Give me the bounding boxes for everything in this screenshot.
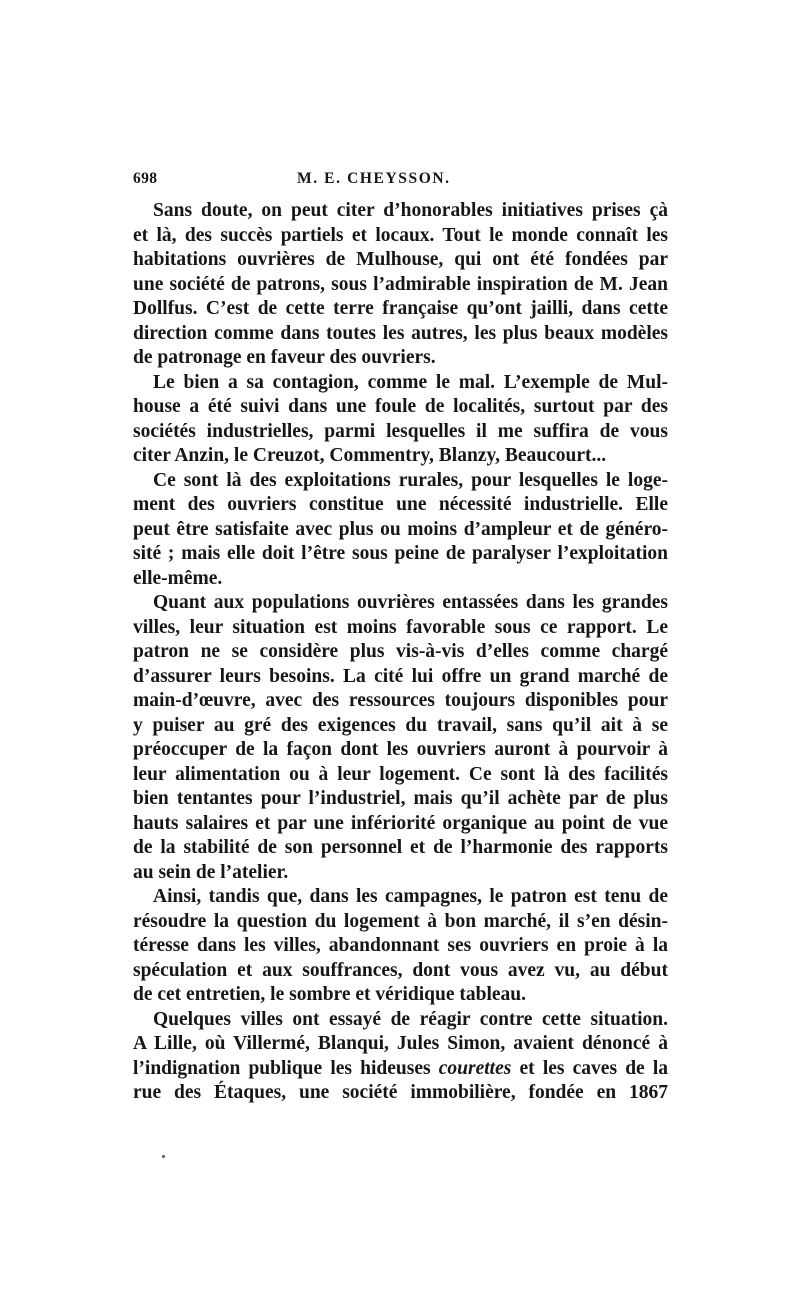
text-line: une société de patrons, sous l’admirable inspiration de M. Jean: [133, 273, 668, 295]
running-head-author: M. E. CHEYSSON.: [297, 170, 451, 187]
paragraph-6: [133, 1008, 668, 1106]
text-line: Sans doute, on peut citer d’honorables initiatives prises çà: [153, 200, 668, 221]
text-line: peut être satisfaite avec plus ou moins d’ampleur et de généro-: [133, 518, 668, 540]
running-head: [133, 170, 668, 192]
text-line: sociétés industrielles, parmi lesquelles il me suffira de vous: [133, 420, 668, 442]
text-line: citer Anzin, le Creuzot, Commentry, Blanzy, Beaucourt...: [133, 445, 607, 466]
text-line: rue des Étaques, une société immobilière, fondée en 1867: [133, 1082, 668, 1103]
text-line: hauts salaires et par une infériorité organique au point de vue: [133, 812, 668, 834]
text-line: house a été suivi dans une foule de localités, surtout par des: [133, 396, 668, 417]
text-line: au sein de l’atelier.: [133, 861, 289, 883]
text-line: Quelques villes ont essayé de réagir contre cette situation.: [153, 1008, 668, 1030]
italic-term: courettes: [438, 1057, 512, 1079]
paragraph-3: [133, 469, 668, 592]
text-line: sité ; mais elle doit l’être sous peine de paralyser l’exploitation: [133, 543, 668, 564]
text-line: de cet entretien, le sombre et véridique tableau.: [133, 984, 526, 1005]
text-line: Dollfus. C’est de cette terre française qu’ont jailli, dans cette: [133, 298, 668, 319]
text-line: résoudre la question du logement à bon marché, il s’en désin-: [133, 910, 668, 932]
text-line: spéculation et aux souffrances, dont vous avez vu, au début: [133, 959, 668, 981]
text-fragment: et les caves de la: [519, 1057, 669, 1079]
paragraph-2: [133, 371, 668, 469]
paragraph-1: [133, 199, 668, 371]
text-line: A Lille, où Villermé, Blanqui, Jules Simon, avaient dénoncé à: [133, 1033, 668, 1054]
page-number: 698: [133, 170, 158, 187]
text-line: préoccuper de la façon dont les ouvriers auront à pourvoir à: [133, 739, 668, 760]
text-line: Ce sont là des exploitations rurales, pour lesquelles le loge-: [153, 469, 668, 491]
text-line: leur alimentation ou à leur logement. Ce sont là des facilités: [133, 763, 668, 785]
text-line: et là, des succès partiels et locaux. Tout le monde connaît les: [133, 224, 668, 246]
text-line: elle-même.: [133, 567, 223, 589]
text-line: y puiser au gré des exigences du travail, sans qu’il ait à se: [133, 714, 668, 736]
text-line: Quant aux populations ouvrières entassées dans les grandes: [153, 592, 668, 613]
paragraph-4: [133, 591, 668, 885]
text-line: de patronage en faveur des ouvriers.: [133, 347, 436, 368]
text-line: patron ne se considère plus vis-à-vis d’elles comme chargé: [133, 641, 668, 662]
ink-speck: [162, 1155, 165, 1158]
text-line: bien tentantes pour l’industriel, mais qu’il achète par de plus: [133, 788, 668, 809]
book-page: [133, 0, 668, 1304]
text-line-with-italic: [133, 1057, 668, 1082]
text-line: d’assurer leurs besoins. La cité lui offre un grand marché de: [133, 665, 668, 687]
text-line: téresse dans les villes, abandonnant ses ouvriers en proie à la: [133, 935, 668, 956]
text-line: villes, leur situation est moins favorable sous ce rapport. Le: [133, 616, 668, 638]
text-line: direction comme dans toutes les autres, les plus beaux modèles: [133, 322, 668, 344]
text-line: habitations ouvrières de Mulhouse, qui ont été fondées par: [133, 249, 668, 270]
text-line: de la stabilité de son personnel et de l’harmonie des rapports: [133, 837, 668, 858]
body-text: [133, 199, 668, 1106]
text-line: Le bien a sa contagion, comme le mal. L’exemple de Mul-: [153, 371, 668, 393]
text-fragment: l’indignation publique les hideuses: [133, 1057, 431, 1079]
paragraph-5: [133, 885, 668, 1008]
text-line: main-d’œuvre, avec des ressources toujours disponibles pour: [133, 690, 668, 711]
text-line: ment des ouvriers constitue une nécessité industrielle. Elle: [133, 494, 668, 515]
text-line: Ainsi, tandis que, dans les campagnes, le patron est tenu de: [153, 886, 668, 907]
